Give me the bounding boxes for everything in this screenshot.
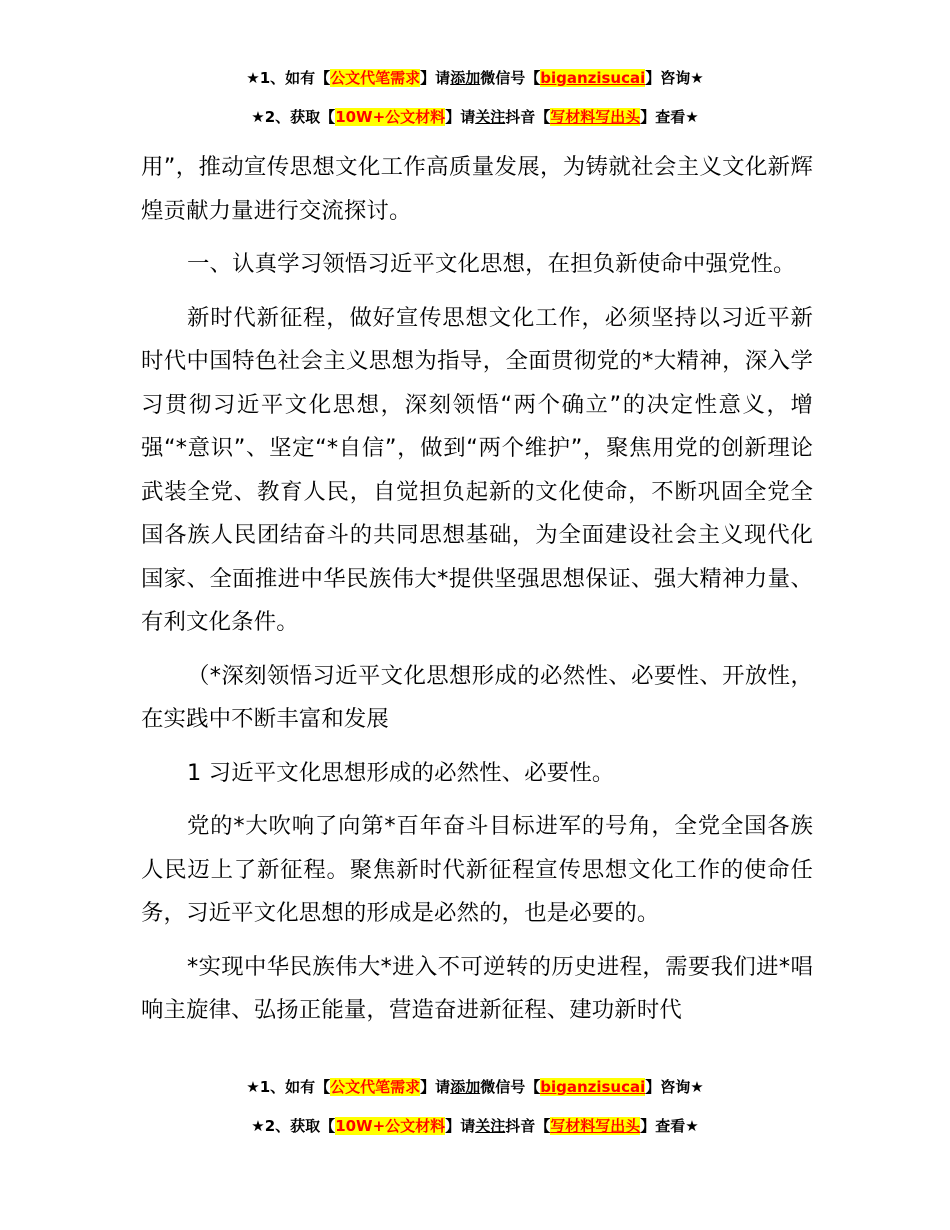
promo-highlight: 10W+公文材料	[335, 1117, 446, 1135]
footer-promo-line-1	[0, 1077, 950, 1097]
paragraph: *实现中华民族伟大*进入不可逆转的历史进程，需要我们进*唱响主旋律、弘扬正能量，营造奋进新征程、建功新时代	[141, 953, 813, 1023]
paragraph-continued: 用”，推动宣传思想文化工作高质量发展，为铸就社会主义文化新辉煌贡献力量进行交流探讨。	[141, 154, 813, 224]
paragraph: 党的*大吹响了向第*百年奋斗目标进军的号角，全党全国各族人民迈上了新征程。聚焦新时代新征程宣传思想文化工作的使命任务，习近平文化思想的形成是必然的，也是必要的。	[141, 813, 813, 926]
promo-highlight: 公文代笔需求	[330, 69, 421, 87]
promo-text: 微信号【	[480, 69, 541, 87]
promo-underlined: 关注	[475, 1117, 506, 1135]
promo-underlined: 添加	[450, 1078, 481, 1096]
subsection-item-heading: 1 习近平文化思想形成的必然性、必要性。	[187, 759, 615, 786]
promo-suffix: 】查看★	[640, 1117, 699, 1135]
promo-text: 】请	[420, 1078, 451, 1096]
promo-text: 】请	[420, 69, 451, 87]
promo-suffix: 】查看★	[640, 108, 699, 126]
subsection-heading: （*深刻领悟习近平文化思想形成的必然性、必要性、开放性，在实践中不断丰富和发展	[141, 662, 813, 732]
promo-text: 抖音【	[505, 108, 551, 126]
promo-underlined: 关注	[475, 108, 506, 126]
header-promo-line-1	[0, 68, 950, 88]
document-body	[141, 146, 813, 1043]
promo-highlight: 公文代笔需求	[330, 1078, 421, 1096]
promo-text: 】请	[445, 108, 476, 126]
promo-highlight: 写材料写出头	[550, 108, 641, 126]
section-heading: 一、认真学习领悟习近平文化思想，在担负新使命中强党性。	[187, 251, 796, 277]
promo-text: 】请	[445, 1117, 476, 1135]
promo-text: 抖音【	[505, 1117, 551, 1135]
paragraph: 新时代新征程，做好宣传思想文化工作，必须坚持以习近平新时代中国特色社会主义思想为指导，全面贯彻党的*大精神，深入学习贯彻习近平文化思想，深刻领悟“两个确立”的决定性意义，增强“*意识”、坚定“*自信”，做到“两个维护”，聚焦用党的创新理论武装全党、教育人民，自觉担负起新的文化使命，不断巩固全党全国各族人民团结奋斗的共同思想基础，为全面建设社会主义现代化国家、全面推进中华民族伟大*提供坚强思想保证、强大精神力量、有利文化条件。	[141, 304, 813, 635]
footer-promo-line-2	[0, 1116, 950, 1136]
promo-highlight: biganzisucai	[540, 69, 646, 87]
promo-suffix: 】咨询★	[645, 69, 704, 87]
header-promo-line-2	[0, 107, 950, 127]
promo-text: 微信号【	[480, 1078, 541, 1096]
promo-prefix: ★1、如有【	[246, 69, 331, 87]
promo-suffix: 】咨询★	[645, 1078, 704, 1096]
promo-prefix: ★2、获取【	[251, 1117, 336, 1135]
promo-prefix: ★2、获取【	[251, 108, 336, 126]
promo-highlight: 写材料写出头	[550, 1117, 641, 1135]
promo-highlight: biganzisucai	[540, 1078, 646, 1096]
promo-prefix: ★1、如有【	[246, 1078, 331, 1096]
promo-underlined: 添加	[450, 69, 481, 87]
promo-highlight: 10W+公文材料	[335, 108, 446, 126]
